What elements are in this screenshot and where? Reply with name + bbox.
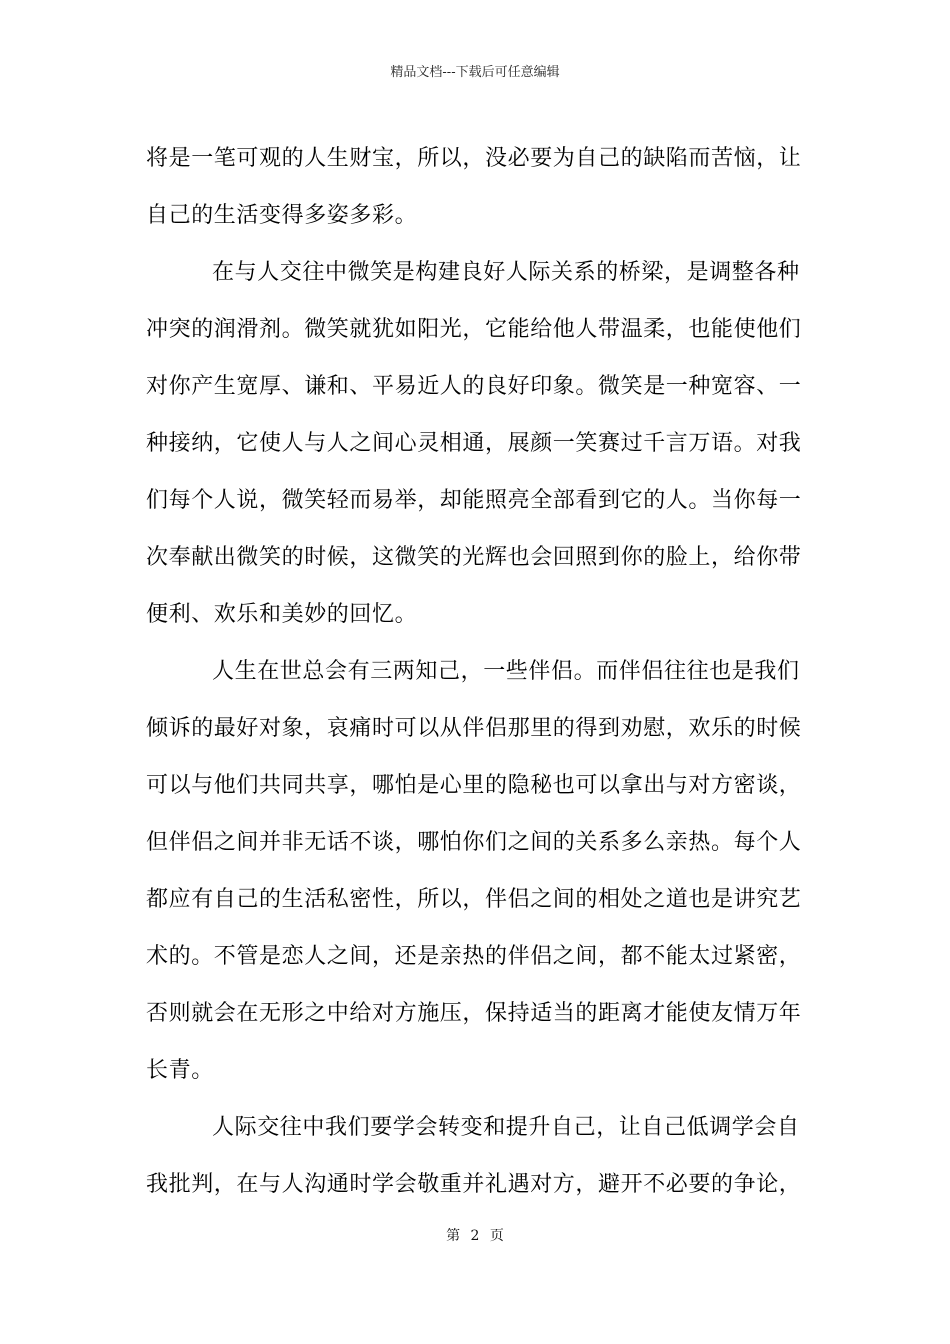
text-line: 但伴侣之间并非无话不谈，哪怕你们之间的关系多么亲热。每个人 — [146, 830, 802, 855]
text-line: 自己的生活变得多姿多彩。 — [146, 203, 418, 228]
text-line: 便利、欢乐和美妙的回忆。 — [146, 602, 418, 627]
paragraph-start-line: 人际交往中我们要学会转变和提升自己，让自己低调学会自 — [212, 1115, 800, 1140]
page-header: 精品文档---下载后可任意编辑 — [390, 65, 560, 80]
text-line: 倾诉的最好对象，哀痛时可以从伴侣那里的得到劝慰，欢乐的时候 — [146, 716, 802, 741]
text-line: 术的。不管是恋人之间，还是亲热的伴侣之间，都不能太过紧密， — [146, 944, 802, 969]
text-line: 对你产生宽厚、谦和、平易近人的良好印象。微笑是一种宽容、一 — [146, 374, 802, 399]
text-line: 冲突的润滑剂。微笑就犹如阳光，它能给他人带温柔，也能使他们 — [146, 317, 802, 342]
page-label-prefix: 第 — [446, 1228, 461, 1244]
text-line: 种接纳，它使人与人之间心灵相通，展颜一笑赛过千言万语。对我 — [146, 431, 802, 456]
text-line: 否则就会在无形之中给对方施压，保持适当的距离才能使友情万年 — [146, 1001, 802, 1026]
page-label-suffix: 页 — [489, 1228, 504, 1244]
text-line: 将是一笔可观的人生财宝，所以，没必要为自己的缺陷而苦恼，让 — [146, 146, 802, 171]
paragraph-start-line: 人生在世总会有三两知己，一些伴侣。而伴侣往往也是我们 — [212, 659, 800, 684]
page-footer — [0, 1226, 950, 1246]
text-line: 长青。 — [146, 1058, 214, 1083]
text-line: 们每个人说，微笑轻而易举，却能照亮全部看到它的人。当你每一 — [146, 488, 802, 513]
text-line: 次奉献出微笑的时候，这微笑的光辉也会回照到你的脸上，给你带 — [146, 545, 802, 570]
text-line: 我批判，在与人沟通时学会敬重并礼遇对方，避开不必要的争论， — [146, 1172, 802, 1197]
page-number: 2 — [470, 1228, 480, 1244]
text-line: 都应有自己的生活私密性，所以，伴侣之间的相处之道也是讲究艺 — [146, 887, 802, 912]
paragraph-start-line: 在与人交往中微笑是构建良好人际关系的桥梁，是调整各种 — [212, 260, 800, 285]
text-line: 可以与他们共同共享，哪怕是心里的隐秘也可以拿出与对方密谈， — [146, 773, 802, 798]
document-body — [146, 130, 808, 1213]
